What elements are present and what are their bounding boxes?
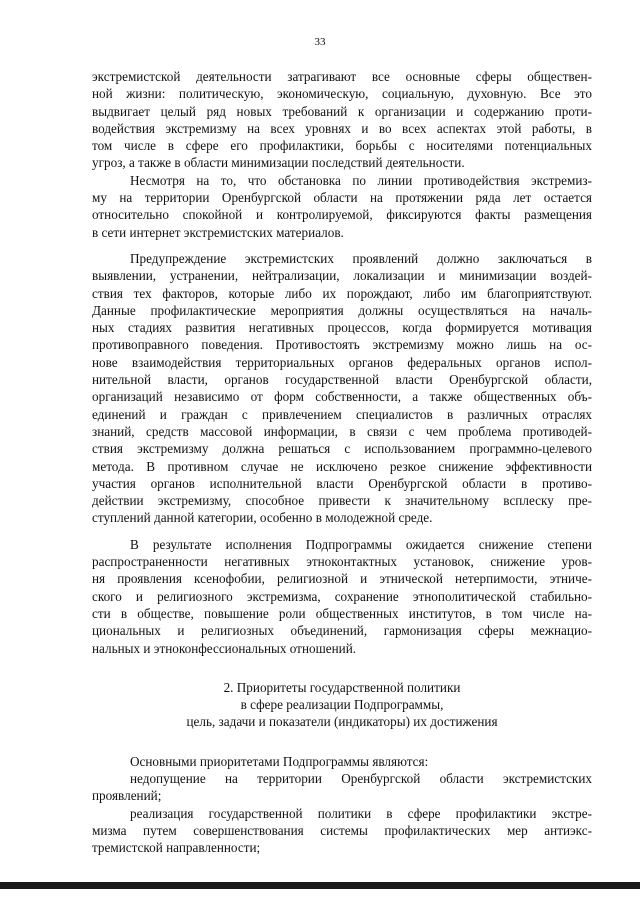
paragraph-line: Предупреждение экстремистских проявлений должно заключаться в	[130, 250, 592, 266]
paragraph-line: распространенности негативных этноконтактных установок, снижение уров-	[92, 554, 592, 570]
paragraph-line: относительно спокойной и контролируемой, фиксируются факты размещения	[92, 207, 592, 223]
paragraph-line: тремистской направленности;	[92, 840, 261, 856]
paragraph-line: участия органов исполнительной власти Оренбургской области в противо-	[92, 475, 592, 491]
heading-line: в сфере реализации Подпрограммы,	[240, 697, 444, 713]
paragraph-line: нальных и этноконфессиональных отношений.	[92, 640, 357, 656]
paragraph-line: ствия экстремизму должна решаться с использованием программно-целевого	[92, 441, 592, 457]
heading-line: цель, задачи и показатели (индикаторы) их достижения	[186, 714, 498, 730]
paragraph-line: метода. В противном случае не исключено резкое снижение эффективности	[92, 458, 592, 474]
paragraph-line: знаний, средств массовой информации, в связи с чем проблема противодей-	[92, 423, 592, 439]
paragraph-line: нове взаимодействия территориальных органов федеральных органов испол-	[92, 354, 592, 370]
paragraph-line: выявлении, устранении, нейтрализации, локализации и минимизации воздей-	[92, 268, 592, 284]
paragraph-4	[92, 536, 592, 657]
priority-item-2	[92, 805, 592, 857]
priority-item-1	[92, 770, 592, 805]
paragraph-line: том числе в сфере его профилактики, борьбы с носителями потенциальных	[92, 138, 592, 154]
paragraph-line: ского и религиозного экстремизма, сохранение этнополитической стабильно-	[92, 588, 592, 604]
paragraph-line: нительной власти, органов государственной власти Оренбургской области,	[92, 372, 592, 388]
page-content	[92, 68, 592, 856]
paragraph-line: ной жизни: политическую, экономическую, социальную, духовную. Все это	[92, 86, 592, 102]
spacer	[92, 527, 592, 536]
paragraph-line: циональных и религиозных объединений, гармонизация сферы межнацио-	[92, 623, 592, 639]
paragraph-line: ных стадиях развития негативных процессов, когда формируется мотивация	[92, 320, 592, 336]
paragraph-line: ня проявления ксенофобии, религиозной и этнической нетерпимости, этниче-	[92, 571, 592, 587]
heading-line: 2. Приоритеты государственной политики	[223, 679, 461, 695]
paragraph-1	[92, 68, 592, 172]
spacer	[92, 241, 592, 250]
paragraph-3	[92, 250, 592, 527]
paragraph-line: организаций независимо от форм собственности, а также общественных объ-	[92, 389, 592, 405]
spacer	[92, 657, 592, 679]
paragraph-2	[92, 172, 592, 241]
page-number: 33	[314, 36, 326, 48]
paragraph-line: угроз, а также в области минимизации последствий деятельности.	[92, 155, 465, 171]
spacer	[92, 731, 592, 753]
paragraph-line: сти в обществе, повышение роли общественных институтов, в том числе на-	[92, 605, 592, 621]
paragraph-line: недопущение на территории Оренбургской области экстремистских	[130, 770, 592, 786]
paragraph-line: ствия тех факторов, которые либо их порождают, либо им благоприятствуют.	[92, 285, 592, 301]
paragraph-line: выдвигает целый ряд новых требований к организации и содержанию проти-	[92, 103, 592, 119]
paragraph-line: противоправного поведения. Противостоять экстремизму можно лишь на ос-	[92, 337, 592, 353]
paragraph-line: единений и граждан с привлечением специалистов в различных отраслях	[92, 406, 592, 422]
paragraph-line: му на территории Оренбургской области на протяжении ряда лет остается	[92, 190, 592, 206]
scan-edge-bar	[0, 882, 640, 889]
paragraph-line: действии экстремизму, способное привести к значительному всплеску пре-	[92, 493, 592, 509]
paragraph-line: в сети интернет экстремистских материалов.	[92, 224, 344, 240]
paragraph-line: Данные профилактические мероприятия должны осуществляться на началь-	[92, 302, 592, 318]
paragraph-line: мизма путем совершенствования системы профилактических мер антиэкс-	[92, 822, 592, 838]
paragraph-line: экстремистской деятельности затрагивают все основные сферы обществен-	[92, 69, 592, 84]
paragraph-line: Основными приоритетами Подпрограммы являются:	[130, 753, 429, 769]
paragraph-line: В результате исполнения Подпрограммы ожидается снижение степени	[130, 536, 592, 552]
paragraph-line: ступлений данной категории, особенно в молодежной среде.	[92, 510, 433, 526]
paragraph-line: Несмотря на то, что обстановка по линии противодействия экстремиз-	[130, 172, 592, 188]
paragraph-line: проявлений;	[92, 788, 162, 804]
paragraph-line: водействия экстремизму на всех уровнях и во всех аспектах этой работы, в	[92, 120, 592, 136]
paragraph-line: реализация государственной политики в сфере профилактики экстре-	[130, 805, 592, 821]
section-heading	[92, 679, 592, 731]
priorities-intro	[92, 753, 592, 770]
